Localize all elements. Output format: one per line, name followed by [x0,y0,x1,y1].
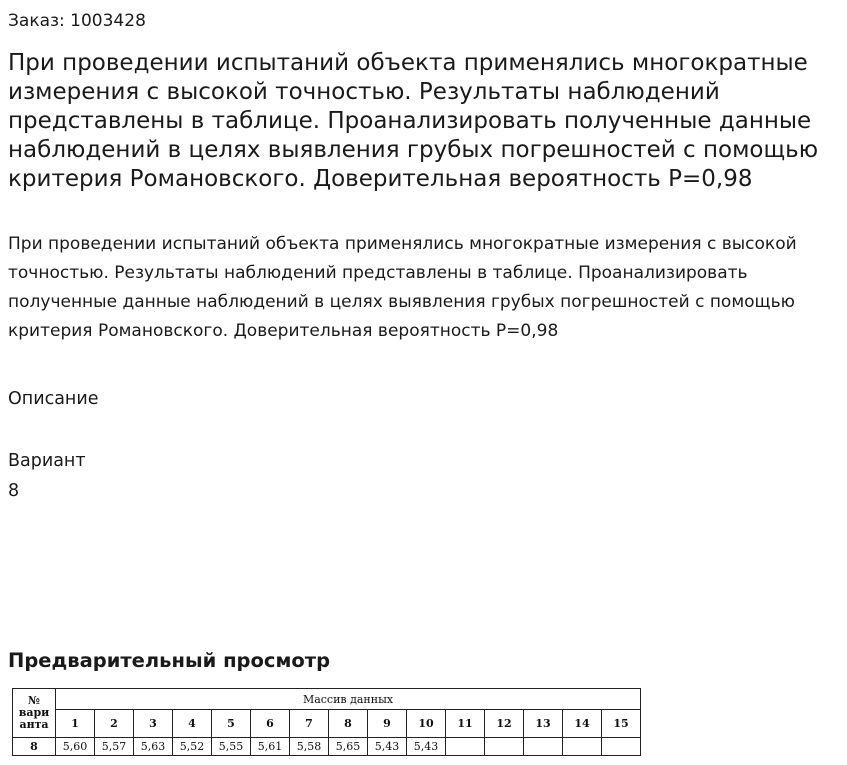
column-number-cell: 13 [524,710,563,738]
table-cell [563,738,602,756]
table-cell [446,738,485,756]
table-cell: 5,60 [56,738,95,756]
column-number-cell: 5 [212,710,251,738]
column-number-cell: 15 [602,710,641,738]
column-number-cell: 12 [485,710,524,738]
table-cell: 5,57 [95,738,134,756]
table-cell: 5,61 [251,738,290,756]
table-cell: 5,52 [173,738,212,756]
table-row [13,738,641,756]
row-variant-cell: 8 [13,738,56,756]
column-number-cell: 4 [173,710,212,738]
column-number-cell: 2 [95,710,134,738]
order-number: Заказ: 1003428 [8,11,146,31]
column-number-cell: 3 [134,710,173,738]
column-number-cell: 8 [329,710,368,738]
column-number-cell: 7 [290,710,329,738]
column-number-cell: 10 [407,710,446,738]
table-cell [524,738,563,756]
table-cell: 5,43 [368,738,407,756]
task-description: При проведении испытаний объекта применялись многократные измерения с высокой точностью. Результаты наблюдений представлены в таблице. Проанализировать полученные данные наблюдений в целях выявления грубых погрешностей с помощью критерия Романовского. Доверительная вероятность P=0,98 [8,234,797,341]
preview-table-container [12,688,641,756]
column-number-cell: 6 [251,710,290,738]
table-cell [602,738,641,756]
column-number-cell: 1 [56,710,95,738]
data-table [12,688,641,756]
column-number-cell: 14 [563,710,602,738]
array-header: Массив данных [56,689,641,710]
table-cell [485,738,524,756]
page-title: При проведении испытаний объекта применялись многократные измерения с высокой точностью. Результаты наблюдений представлены в таблице. Проанализировать полученные данные наблюдений в целях выявления грубых погрешностей с помощью критерия Романовского. Доверительная вероятность P=0,98 [8,50,819,192]
preview-heading: Предварительный просмотр [8,649,331,672]
table-cell: 5,63 [134,738,173,756]
table-cell: 5,43 [407,738,446,756]
variant-label: Вариант [8,451,86,471]
table-header-row [13,689,641,710]
description-label: Описание [8,389,99,409]
column-number-cell: 11 [446,710,485,738]
variant-value: 8 [8,481,20,501]
table-cell: 5,65 [329,738,368,756]
column-numbers-row [13,710,641,738]
column-number-cell: 9 [368,710,407,738]
table-cell: 5,58 [290,738,329,756]
variant-column-header: № вари анта [13,689,56,738]
table-cell: 5,55 [212,738,251,756]
